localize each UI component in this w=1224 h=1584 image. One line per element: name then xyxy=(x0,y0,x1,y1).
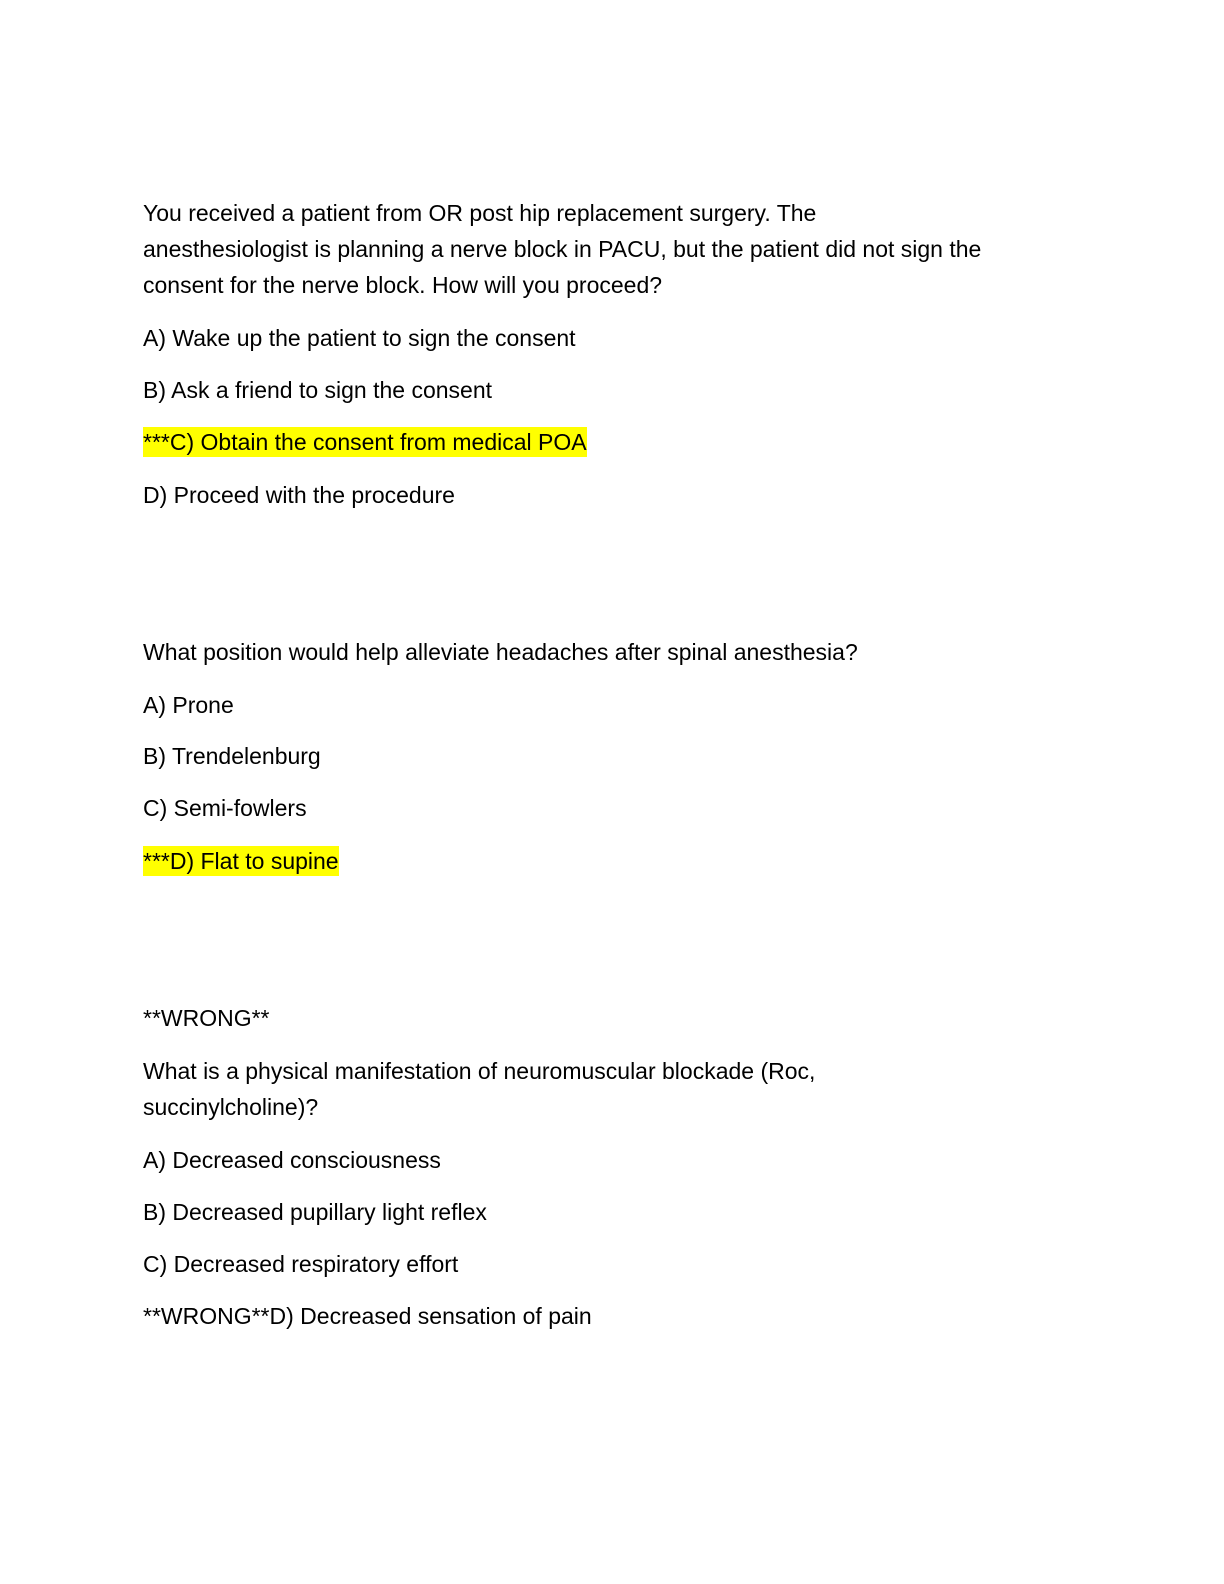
question-1-option-d: D) Proceed with the procedure xyxy=(143,482,455,508)
question-3-stem-line-1: What is a physical manifestation of neuromuscular blockade (Roc, xyxy=(143,1058,816,1084)
question-3-stem-line-2: succinylcholine)? xyxy=(143,1094,319,1120)
question-1-stem-line-1: You received a patient from OR post hip replacement surgery. The xyxy=(143,200,817,226)
question-1-stem-line-3: consent for the nerve block. How will you proceed? xyxy=(143,272,663,298)
question-2-option-c: C) Semi-fowlers xyxy=(143,795,307,821)
question-1-option-c-highlight: ***C) Obtain the consent from medical POA xyxy=(143,429,587,455)
question-1-option-a: A) Wake up the patient to sign the consent xyxy=(143,325,576,351)
question-2-option-d-highlight: ***D) Flat to supine xyxy=(143,848,339,874)
question-2-option-d xyxy=(143,846,339,876)
question-3-option-c: C) Decreased respiratory effort xyxy=(143,1251,459,1277)
question-1-stem-line-2: anesthesiologist is planning a nerve block in PACU, but the patient did not sign the xyxy=(143,236,982,262)
question-2-option-b: B) Trendelenburg xyxy=(143,743,321,769)
question-2-option-a: A) Prone xyxy=(143,692,234,718)
question-1-option-b: B) Ask a friend to sign the consent xyxy=(143,377,493,403)
question-3-option-d: **WRONG**D) Decreased sensation of pain xyxy=(143,1303,592,1329)
question-3-option-a: A) Decreased consciousness xyxy=(143,1147,441,1173)
question-1-option-c xyxy=(143,427,587,457)
question-3-option-b: B) Decreased pupillary light reflex xyxy=(143,1199,487,1225)
question-2-stem-line-1: What position would help alleviate headaches after spinal anesthesia? xyxy=(143,639,858,665)
question-3-wrong-marker: **WRONG** xyxy=(143,1005,270,1031)
